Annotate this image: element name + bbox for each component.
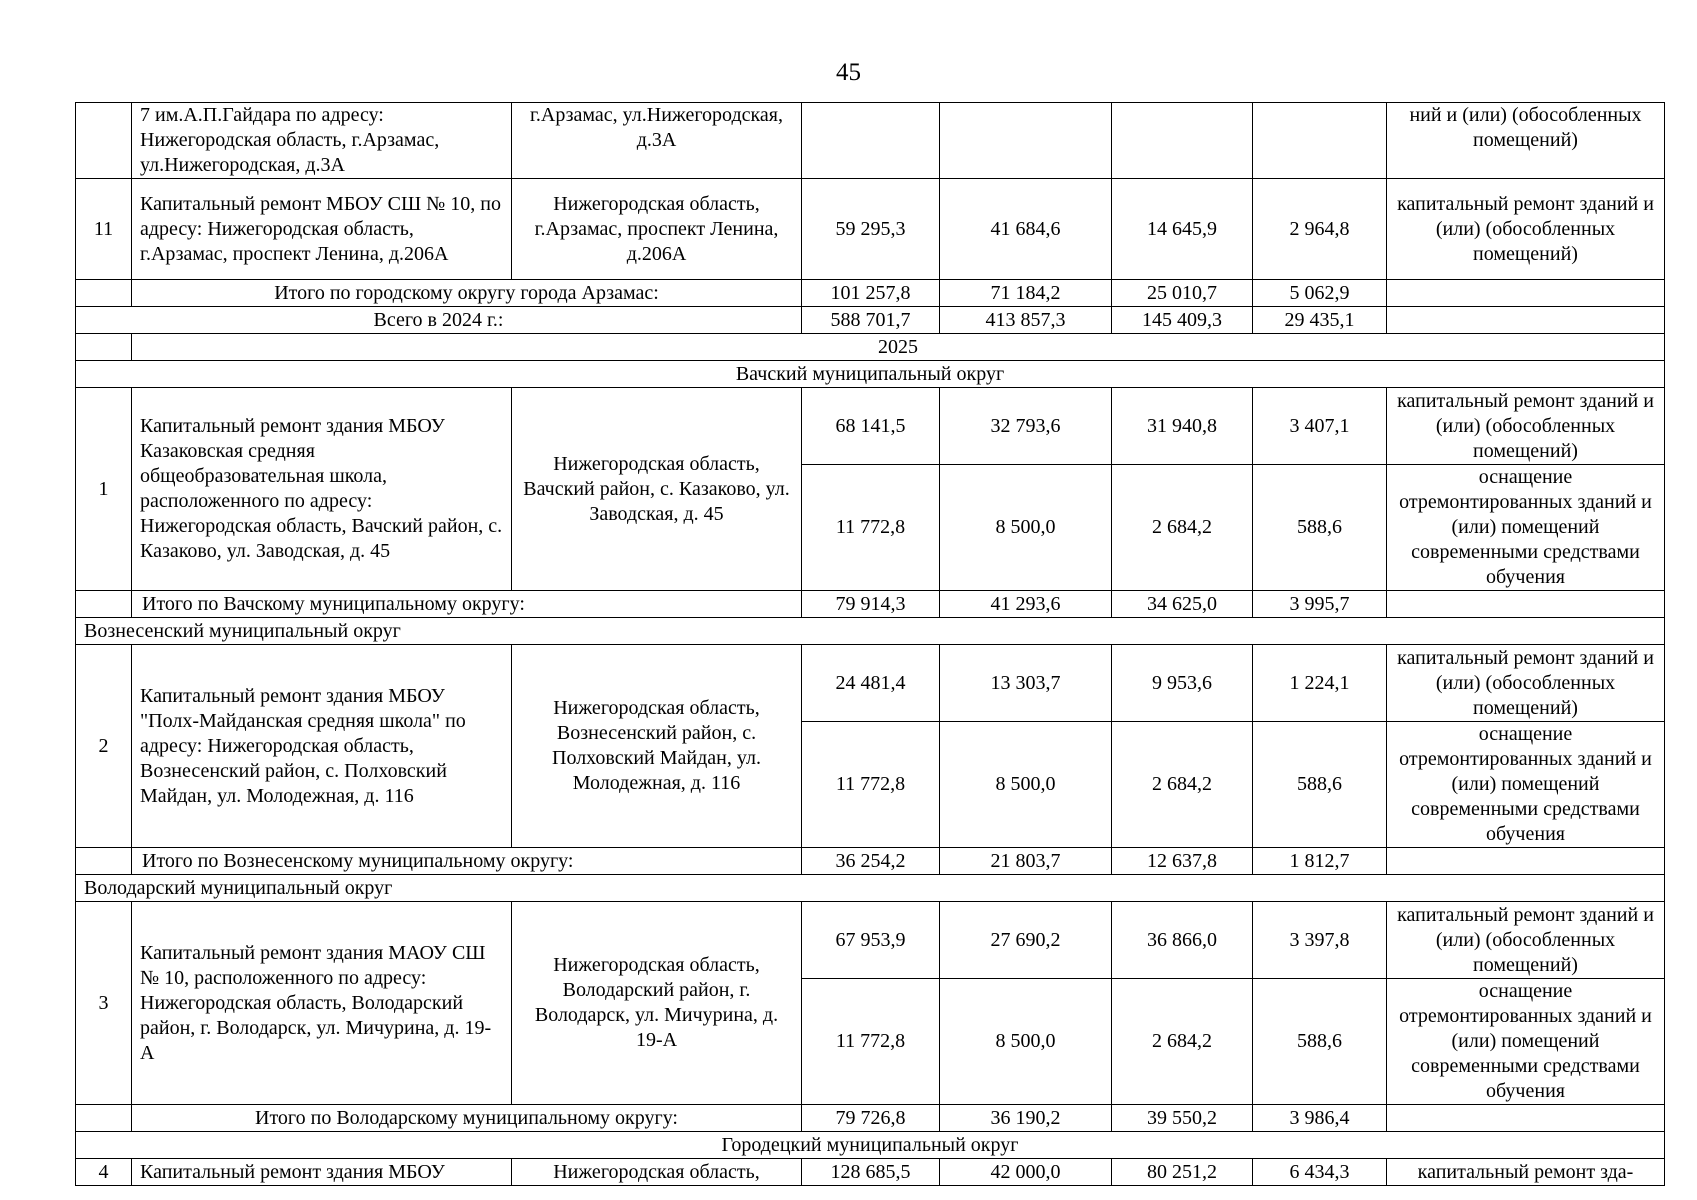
purpose: капитальный ремонт зда-: [1387, 1159, 1665, 1186]
total-amount: 24 481,4: [802, 645, 940, 722]
object-list-table: [75, 102, 1665, 1186]
object-name: Капитальный ремонт здания МБОУ Казаковская средняя общеобразовательная школа, расположенного по адресу: Нижегородская область, Вачский район, с. Казаково, ул. Заводская, д. 45: [132, 388, 512, 591]
total-amount: 11 772,8: [802, 979, 940, 1105]
object-address: Нижегородская область, г.Арзамас, проспект Ленина, д.206А: [512, 179, 802, 280]
federal-amount: 71 184,2: [940, 280, 1112, 307]
municipal-amount: [1253, 103, 1387, 179]
total-amount: 79 726,8: [802, 1105, 940, 1132]
total-amount: 101 257,8: [802, 280, 940, 307]
municipal-amount: 1 224,1: [1253, 645, 1387, 722]
municipal-amount: 3 397,8: [1253, 902, 1387, 979]
total-amount: 67 953,9: [802, 902, 940, 979]
object-name: 7 им.А.П.Гайдара по адресу: Нижегородская область, г.Арзамас, ул.Нижегородская, д.3А: [132, 103, 512, 179]
federal-amount: 32 793,6: [940, 388, 1112, 465]
purpose: [1387, 848, 1665, 875]
municipal-amount: 588,6: [1253, 465, 1387, 591]
municipal-amount: 1 812,7: [1253, 848, 1387, 875]
municipal-amount: 2 964,8: [1253, 179, 1387, 280]
district-label: Вознесенский муниципальный округ: [76, 618, 1665, 645]
year-label: 2025: [132, 334, 1665, 361]
municipal-amount: 3 986,4: [1253, 1105, 1387, 1132]
purpose: капитальный ремонт зданий и (или) (обособленных помещений): [1387, 645, 1665, 722]
row-number: [76, 280, 132, 307]
subtotal-label: Итого по Володарскому муниципальному округу:: [132, 1105, 802, 1132]
municipal-amount: 3 407,1: [1253, 388, 1387, 465]
federal-amount: 27 690,2: [940, 902, 1112, 979]
regional-amount: 80 251,2: [1112, 1159, 1253, 1186]
row-number: [76, 591, 132, 618]
district-label: Володарский муниципальный округ: [76, 875, 1665, 902]
object-name: Капитальный ремонт здания МБОУ "Полх-Майданская средняя школа" по адресу: Нижегородская область, Вознесенский район, с. Полховский Майдан, ул. Молодежная, д. 116: [132, 645, 512, 848]
table-row: [76, 645, 1665, 722]
subtotal-row: [76, 591, 1665, 618]
federal-amount: 413 857,3: [940, 307, 1112, 334]
federal-amount: 8 500,0: [940, 979, 1112, 1105]
total-label: Всего в 2024 г.:: [76, 307, 802, 334]
municipal-amount: 3 995,7: [1253, 591, 1387, 618]
object-address: Нижегородская область, Вознесенский район, с. Полховский Майдан, ул. Молодежная, д. 116: [512, 645, 802, 848]
subtotal-label: Итого по городскому округу города Арзамас:: [132, 280, 802, 307]
object-name: Капитальный ремонт здания МАОУ СШ № 10, расположенного по адресу: Нижегородская область, Володарский район, г. Володарск, ул. Мичурина, д. 19-А: [132, 902, 512, 1105]
total-amount: 128 685,5: [802, 1159, 940, 1186]
object-address: Нижегородская область, Володарский район, г. Володарск, ул. Мичурина, д. 19-А: [512, 902, 802, 1105]
district-row: [76, 618, 1665, 645]
purpose: капитальный ремонт зданий и (или) (обособленных помещений): [1387, 179, 1665, 280]
district-row: [76, 1132, 1665, 1159]
purpose: [1387, 307, 1665, 334]
district-label: Вачский муниципальный округ: [76, 361, 1665, 388]
federal-amount: 36 190,2: [940, 1105, 1112, 1132]
subtotal-label: Итого по Вачскому муниципальному округу:: [132, 591, 802, 618]
regional-amount: 31 940,8: [1112, 388, 1253, 465]
total-amount: 36 254,2: [802, 848, 940, 875]
row-number: [76, 848, 132, 875]
regional-amount: 9 953,6: [1112, 645, 1253, 722]
regional-amount: 36 866,0: [1112, 902, 1253, 979]
regional-amount: 2 684,2: [1112, 465, 1253, 591]
row-number: 11: [76, 179, 132, 280]
municipal-amount: 6 434,3: [1253, 1159, 1387, 1186]
purpose: ний и (или) (обособленных помещений): [1387, 103, 1665, 179]
object-address: Нижегородская область, Вачский район, с. Казаково, ул. Заводская, д. 45: [512, 388, 802, 591]
purpose: капитальный ремонт зданий и (или) (обособленных помещений): [1387, 388, 1665, 465]
table-row: [76, 1159, 1665, 1186]
subtotal-row: [76, 280, 1665, 307]
subtotal-row: [76, 848, 1665, 875]
total-amount: 59 295,3: [802, 179, 940, 280]
federal-amount: 41 293,6: [940, 591, 1112, 618]
federal-amount: 21 803,7: [940, 848, 1112, 875]
object-name: Капитальный ремонт здания МБОУ: [132, 1159, 512, 1186]
total-row: [76, 307, 1665, 334]
page-number: 45: [836, 59, 861, 86]
federal-amount: 42 000,0: [940, 1159, 1112, 1186]
purpose: [1387, 280, 1665, 307]
total-amount: 11 772,8: [802, 465, 940, 591]
purpose: оснащение отремонтированных зданий и (или) помещений современными средствами обучения: [1387, 465, 1665, 591]
regional-amount: 39 550,2: [1112, 1105, 1253, 1132]
regional-amount: 145 409,3: [1112, 307, 1253, 334]
federal-amount: 41 684,6: [940, 179, 1112, 280]
row-number: 3: [76, 902, 132, 1105]
federal-amount: 8 500,0: [940, 722, 1112, 848]
object-address: г.Арзамас, ул.Нижегородская, д.3А: [512, 103, 802, 179]
regional-amount: [1112, 103, 1253, 179]
purpose: [1387, 1105, 1665, 1132]
municipal-amount: 5 062,9: [1253, 280, 1387, 307]
regional-amount: 2 684,2: [1112, 979, 1253, 1105]
federal-amount: 13 303,7: [940, 645, 1112, 722]
federal-amount: [940, 103, 1112, 179]
subtotal-row: [76, 1105, 1665, 1132]
object-address: Нижегородская область,: [512, 1159, 802, 1186]
purpose: [1387, 591, 1665, 618]
row-number: [76, 334, 132, 361]
purpose: капитальный ремонт зданий и (или) (обособленных помещений): [1387, 902, 1665, 979]
district-row: [76, 875, 1665, 902]
subtotal-label: Итого по Вознесенскому муниципальному округу:: [132, 848, 802, 875]
municipal-amount: 29 435,1: [1253, 307, 1387, 334]
row-number: 4: [76, 1159, 132, 1186]
object-name: Капитальный ремонт МБОУ СШ № 10, по адресу: Нижегородская область, г.Арзамас, проспект Ленина, д.206А: [132, 179, 512, 280]
total-amount: [802, 103, 940, 179]
row-number: [76, 103, 132, 179]
year-row: [76, 334, 1665, 361]
regional-amount: 25 010,7: [1112, 280, 1253, 307]
municipal-amount: 588,6: [1253, 722, 1387, 848]
federal-amount: 8 500,0: [940, 465, 1112, 591]
purpose: оснащение отремонтированных зданий и (или) помещений современными средствами обучения: [1387, 722, 1665, 848]
total-amount: 11 772,8: [802, 722, 940, 848]
purpose: оснащение отремонтированных зданий и (или) помещений современными средствами обучения: [1387, 979, 1665, 1105]
regional-amount: 12 637,8: [1112, 848, 1253, 875]
district-row: [76, 361, 1665, 388]
table-row: [76, 103, 1665, 179]
regional-amount: 2 684,2: [1112, 722, 1253, 848]
municipal-amount: 588,6: [1253, 979, 1387, 1105]
total-amount: 68 141,5: [802, 388, 940, 465]
table-row: [76, 902, 1665, 979]
row-number: 2: [76, 645, 132, 848]
regional-amount: 14 645,9: [1112, 179, 1253, 280]
total-amount: 588 701,7: [802, 307, 940, 334]
table-row: [76, 388, 1665, 465]
district-label: Городецкий муниципальный округ: [76, 1132, 1665, 1159]
regional-amount: 34 625,0: [1112, 591, 1253, 618]
table-row: [76, 179, 1665, 280]
row-number: [76, 1105, 132, 1132]
row-number: 1: [76, 388, 132, 591]
total-amount: 79 914,3: [802, 591, 940, 618]
